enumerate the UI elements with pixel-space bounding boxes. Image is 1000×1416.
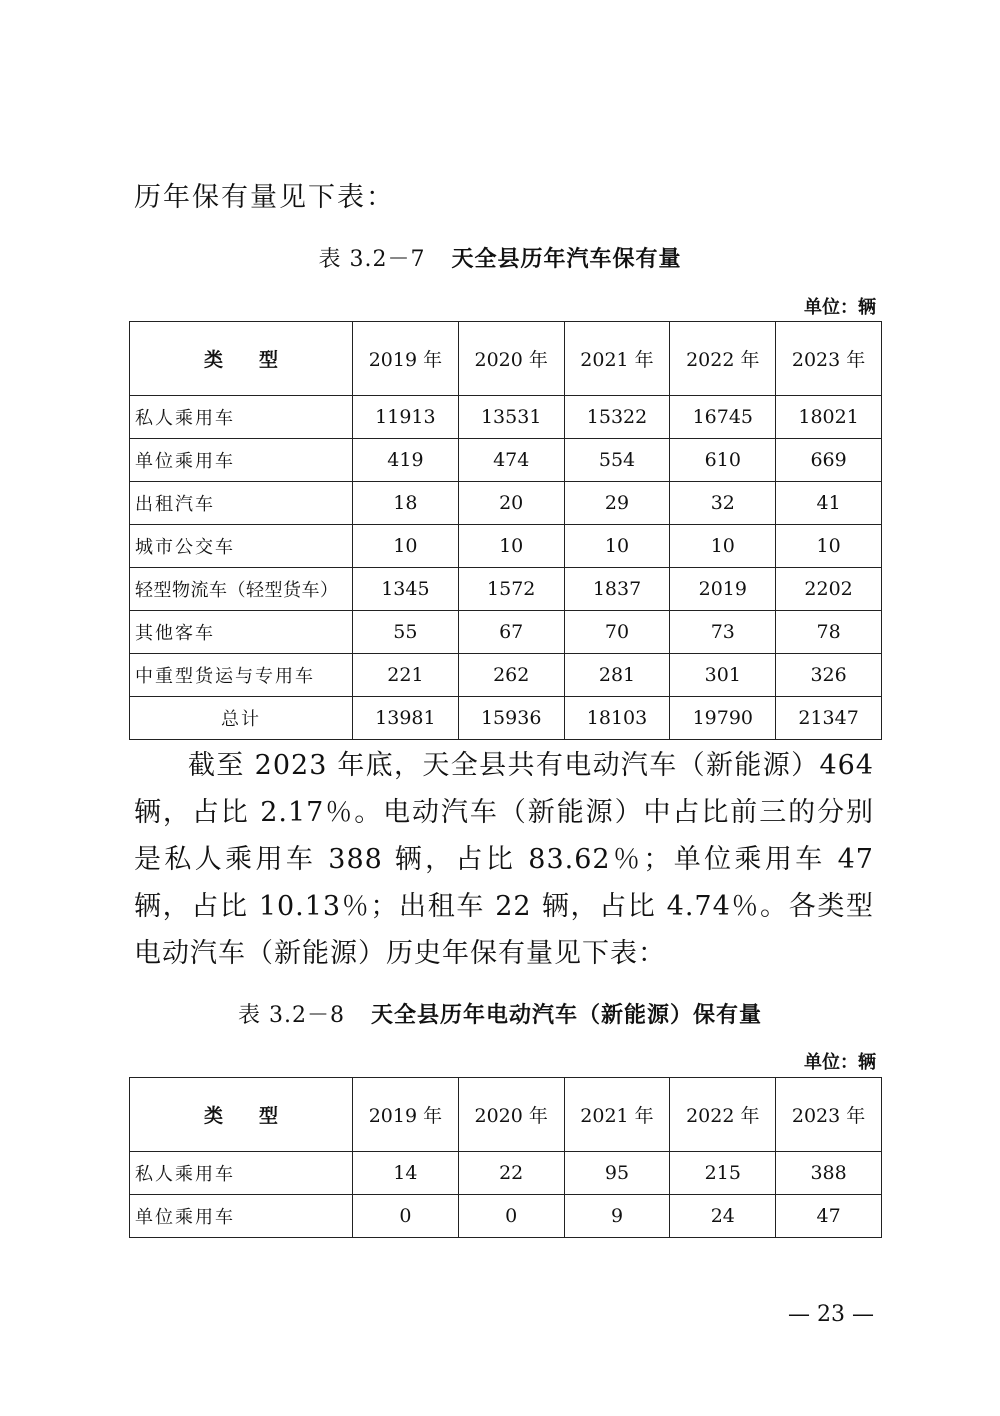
table-cell: 10: [458, 525, 564, 568]
header-type: 类型: [130, 322, 353, 396]
body-paragraph: [134, 742, 874, 977]
header-year: 2021 年: [564, 322, 670, 396]
table-cell: 13981: [353, 697, 459, 740]
table-row: [130, 525, 882, 568]
total-label: 总计: [130, 697, 353, 740]
header-year: 2020 年: [458, 322, 564, 396]
table-row: [130, 439, 882, 482]
row-label: 私人乘用车: [130, 396, 353, 439]
table1-caption: [0, 242, 1000, 273]
row-label: 单位乘用车: [130, 1195, 353, 1238]
table-cell: 326: [776, 654, 882, 697]
table-cell: 24: [670, 1195, 776, 1238]
table-cell: 20: [458, 482, 564, 525]
table-cell: 73: [670, 611, 776, 654]
table-row: [130, 1152, 882, 1195]
table-cell: 10: [353, 525, 459, 568]
table-cell: 47: [776, 1195, 882, 1238]
paragraph-text: 截至 2023 年底，天全县共有电动汽车（新能源）464 辆，占比 2.17％。电动汽车（新能源）中占比前三的分别是私人乘用车 388 辆，占比 83.62％；单位乘用车 47 辆，占比 10.13％；出租车 22 辆，占比 4.74％。各类型电动汽车（新能源）历史年保有量见下表：: [134, 750, 874, 969]
table1-caption-number: 表 3.2－7: [318, 247, 426, 272]
intro-text: 历年保有量见下表：: [134, 182, 395, 213]
table-cell: 32: [670, 482, 776, 525]
table-cell: 14: [353, 1152, 459, 1195]
table-row: [130, 568, 882, 611]
table-cell: 610: [670, 439, 776, 482]
table-row: [130, 396, 882, 439]
table-cell: 22: [458, 1152, 564, 1195]
table-cell: 18103: [564, 697, 670, 740]
table-cell: 10: [670, 525, 776, 568]
table-cell: 15936: [458, 697, 564, 740]
table-cell: 10: [564, 525, 670, 568]
table-cell: 15322: [564, 396, 670, 439]
table-cell: 221: [353, 654, 459, 697]
table2-unit: 单位：辆: [804, 1052, 876, 1073]
table-cell: 18: [353, 482, 459, 525]
table2-caption-number: 表 3.2－8: [238, 1003, 345, 1028]
table-header-row: [130, 322, 882, 396]
table-cell: 11913: [353, 396, 459, 439]
table-cell: 2019: [670, 568, 776, 611]
row-label: 轻型物流车（轻型货车）: [130, 568, 353, 611]
row-label: 其他客车: [130, 611, 353, 654]
table-cell: 2202: [776, 568, 882, 611]
table-cell: 95: [564, 1152, 670, 1195]
table-cell: 554: [564, 439, 670, 482]
table-cell: 21347: [776, 697, 882, 740]
header-year: 2021 年: [564, 1078, 670, 1152]
header-year: 2019 年: [353, 322, 459, 396]
table-row: [130, 482, 882, 525]
page-number: — 23 —: [788, 1302, 874, 1327]
table-row: [130, 1195, 882, 1238]
row-label: 单位乘用车: [130, 439, 353, 482]
table2-caption-title: 天全县历年电动汽车（新能源）保有量: [370, 1003, 762, 1028]
header-year: 2023 年: [776, 322, 882, 396]
table-row: [130, 654, 882, 697]
vehicle-ownership-table: [129, 321, 882, 740]
table-cell: 41: [776, 482, 882, 525]
header-year: 2022 年: [670, 322, 776, 396]
table-cell: 419: [353, 439, 459, 482]
table2-caption: [0, 998, 1000, 1029]
table-cell: 9: [564, 1195, 670, 1238]
table1-unit: 单位：辆: [804, 297, 876, 318]
table-cell: 13531: [458, 396, 564, 439]
header-year: 2020 年: [458, 1078, 564, 1152]
table-cell: 29: [564, 482, 670, 525]
table-cell: 16745: [670, 396, 776, 439]
row-label: 城市公交车: [130, 525, 353, 568]
total-row: [130, 697, 882, 740]
table1-caption-title: 天全县历年汽车保有量: [451, 247, 682, 272]
table-cell: 1837: [564, 568, 670, 611]
table-cell: 474: [458, 439, 564, 482]
table-cell: 19790: [670, 697, 776, 740]
header-year: 2019 年: [353, 1078, 459, 1152]
table-header-row: [130, 1078, 882, 1152]
row-label: 中重型货运与专用车: [130, 654, 353, 697]
table-cell: 18021: [776, 396, 882, 439]
table-row: [130, 611, 882, 654]
table-cell: 10: [776, 525, 882, 568]
table-cell: 1345: [353, 568, 459, 611]
table-cell: 0: [353, 1195, 459, 1238]
ev-ownership-table: [129, 1077, 882, 1238]
row-label: 出租汽车: [130, 482, 353, 525]
table-cell: 669: [776, 439, 882, 482]
row-label: 私人乘用车: [130, 1152, 353, 1195]
table-cell: 78: [776, 611, 882, 654]
table-cell: 262: [458, 654, 564, 697]
header-year: 2022 年: [670, 1078, 776, 1152]
table-cell: 70: [564, 611, 670, 654]
table-cell: 281: [564, 654, 670, 697]
table-cell: 215: [670, 1152, 776, 1195]
table-cell: 1572: [458, 568, 564, 611]
table-cell: 0: [458, 1195, 564, 1238]
table-cell: 388: [776, 1152, 882, 1195]
header-year: 2023 年: [776, 1078, 882, 1152]
header-type: 类型: [130, 1078, 353, 1152]
table-cell: 301: [670, 654, 776, 697]
table-cell: 67: [458, 611, 564, 654]
table-cell: 55: [353, 611, 459, 654]
